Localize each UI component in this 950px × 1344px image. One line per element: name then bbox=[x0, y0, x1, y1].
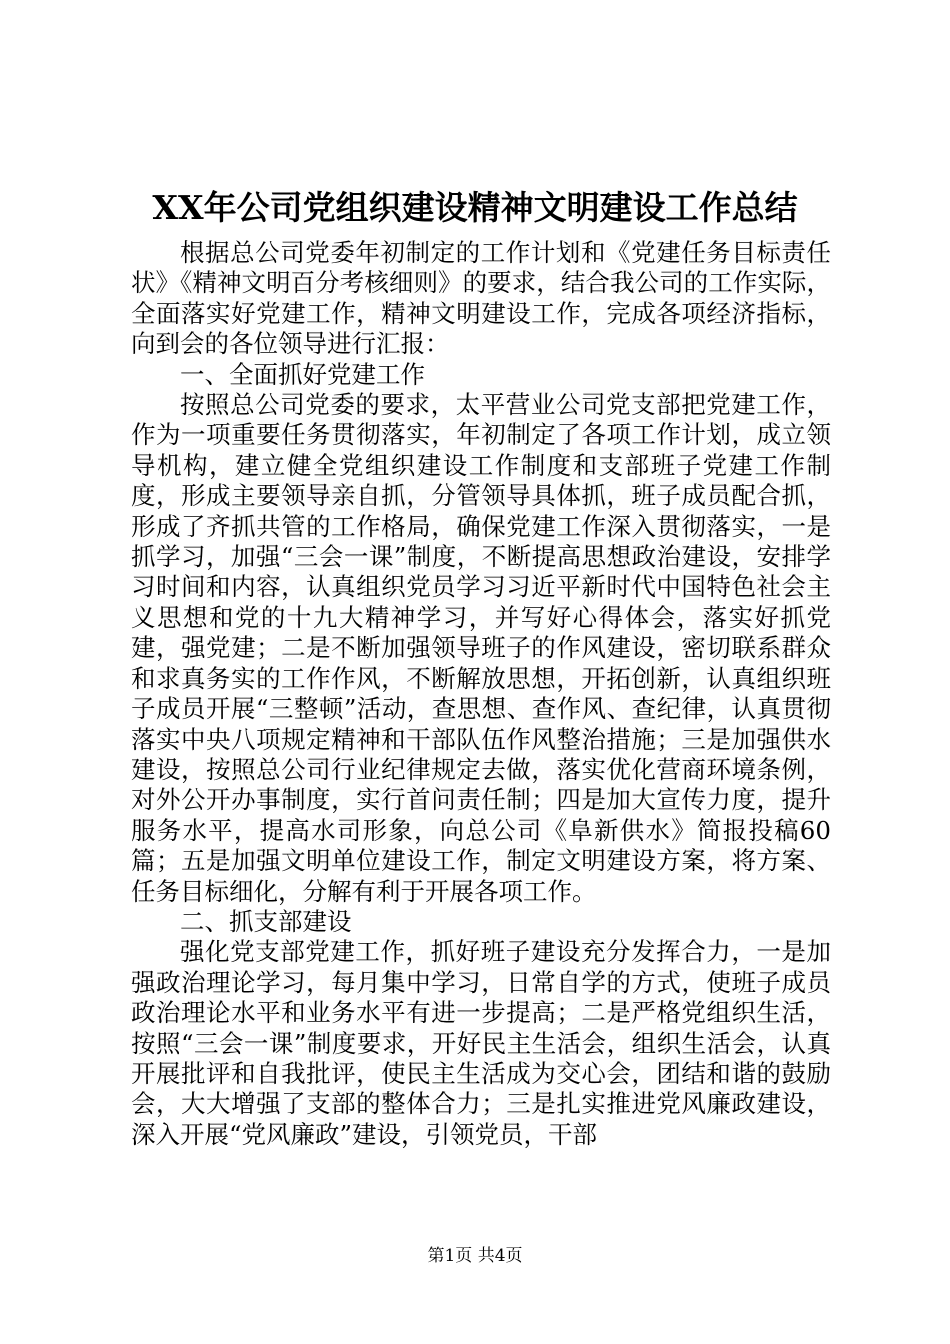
page-footer: 第1页 共4页 bbox=[427, 1246, 523, 1266]
section-heading-1: 一、全面抓好党建工作 bbox=[180, 359, 425, 389]
document-title: XX年公司党组织建设精神文明建设工作总结 bbox=[152, 188, 798, 227]
section-2-paragraph: 强化党支部党建工作，抓好班子建设充分发挥合力，一是加强政治理论学习，每月集中学习，日常自学的方式，使班子成员政治理论水平和业务水平有进一步提高；二是严格党组织生活，按照“三会一课”制度要求，开好民主生活会，组织生活会，认真开展批评和自我批评，使民主生活成为交心会，团结和谐的鼓励会，大大增强了支部的整体合力；三是扎实推进党风廉政建设，深入开展“党风廉政”建设，引领党员，干部 bbox=[131, 937, 831, 1149]
section-heading-2: 二、抓支部建设 bbox=[180, 906, 352, 936]
intro-paragraph: 根据总公司党委年初制定的工作计划和《党建任务目标责任状》《精神文明百分考核细则》的要求，结合我公司的工作实际，全面落实好党建工作，精神文明建设工作，完成各项经济指标，向到会的各位领导进行汇报： bbox=[131, 238, 831, 359]
document-body bbox=[131, 238, 831, 1150]
section-1-paragraph: 按照总公司党委的要求，太平营业公司党支部把党建工作，作为一项重要任务贯彻落实，年初制定了各项工作计划，成立领导机构，建立健全党组织建设工作制度和支部班子党建工作制度，形成主要领导亲自抓，分管领导具体抓，班子成员配合抓，形成了齐抓共管的工作格局，确保党建工作深入贯彻落实，一是抓学习，加强“三会一课”制度，不断提高思想政治建设，安排学习时间和内容，认真组织党员学习习近平新时代中国特色社会主义思想和党的十九大精神学习，并写好心得体会，落实好抓党建，强党建；二是不断加强领导班子的作风建设，密切联系群众和求真务实的工作作风，不断解放思想，开拓创新，认真组织班子成员开展“三整顿”活动，查思想、查作风、查纪律，认真贯彻落实中央八项规定精神和干部队伍作风整治措施；三是加强供水建设，按照总公司行业纪律规定去做，落实优化营商环境条例，对外公开办事制度，实行首问责任制；四是加大宣传力度，提升服务水平，提高水司形象，向总公司《阜新供水》简报投稿60篇；五是加强文明单位建设工作，制定文明建设方案，将方案、任务目标细化，分解有利于开展各项工作。 bbox=[131, 390, 831, 906]
